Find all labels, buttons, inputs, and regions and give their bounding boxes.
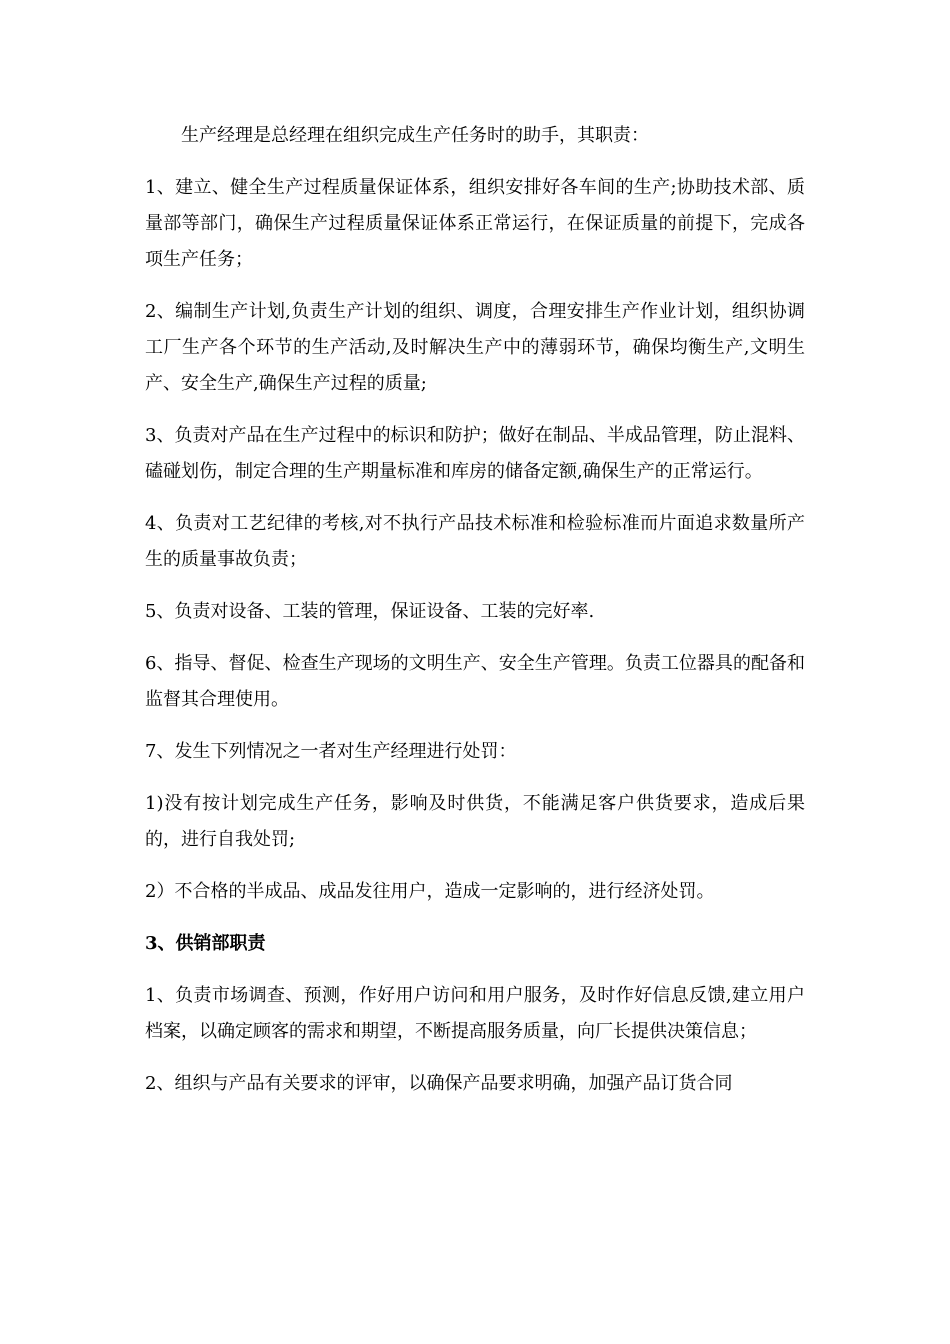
- section-heading: 3、供销部职责: [145, 933, 266, 954]
- paragraph-item-7: 7、发生下列情况之一者对生产经理进行处罚：: [145, 741, 517, 762]
- document-body: [145, 118, 805, 1118]
- paragraph-item-4: 4、负责对工艺纪律的考核,对不执行产品技术标准和检验标准而片面追求数量所产生的质量事故负责；: [145, 513, 805, 570]
- paragraph-subitem-2: 2）不合格的半成品、成品发往用户，造成一定影响的，进行经济处罚。: [145, 881, 715, 902]
- paragraph-item-1: 1、建立、健全生产过程质量保证体系，组织安排好各车间的生产;协助技术部、质量部等部门，确保生产过程质量保证体系正常运行，在保证质量的前提下，完成各项生产任务；: [145, 177, 805, 270]
- paragraph-item-6: 6、指导、督促、检查生产现场的文明生产、安全生产管理。负责工位器具的配备和监督其合理使用。: [145, 653, 805, 710]
- paragraph-item-2: 2、编制生产计划,负责生产计划的组织、调度，合理安排生产作业计划，组织协调工厂生产各个环节的生产活动,及时解决生产中的薄弱环节，确保均衡生产,文明生产、安全生产,确保生产过程的质量;: [145, 301, 805, 394]
- intro-paragraph: 生产经理是总经理在组织完成生产任务时的助手，其职责：: [181, 125, 649, 146]
- paragraph-subitem-1: 1)没有按计划完成生产任务，影响及时供货，不能满足客户供货要求，造成后果的，进行自我处罚;: [145, 793, 805, 850]
- paragraph-item-sales-1: 1、负责市场调查、预测，作好用户访问和用户服务，及时作好信息反馈,建立用户档案，以确定顾客的需求和期望，不断提高服务质量，向厂长提供决策信息；: [145, 985, 805, 1042]
- paragraph-item-sales-2: 2、组织与产品有关要求的评审，以确保产品要求明确，加强产品订货合同: [145, 1073, 733, 1094]
- paragraph-item-5: 5、负责对设备、工装的管理，保证设备、工装的完好率.: [145, 601, 595, 622]
- paragraph-item-3: 3、负责对产品在生产过程中的标识和防护；做好在制品、半成品管理，防止混料、磕碰划伤，制定合理的生产期量标准和库房的储备定额,确保生产的正常运行。: [145, 425, 805, 482]
